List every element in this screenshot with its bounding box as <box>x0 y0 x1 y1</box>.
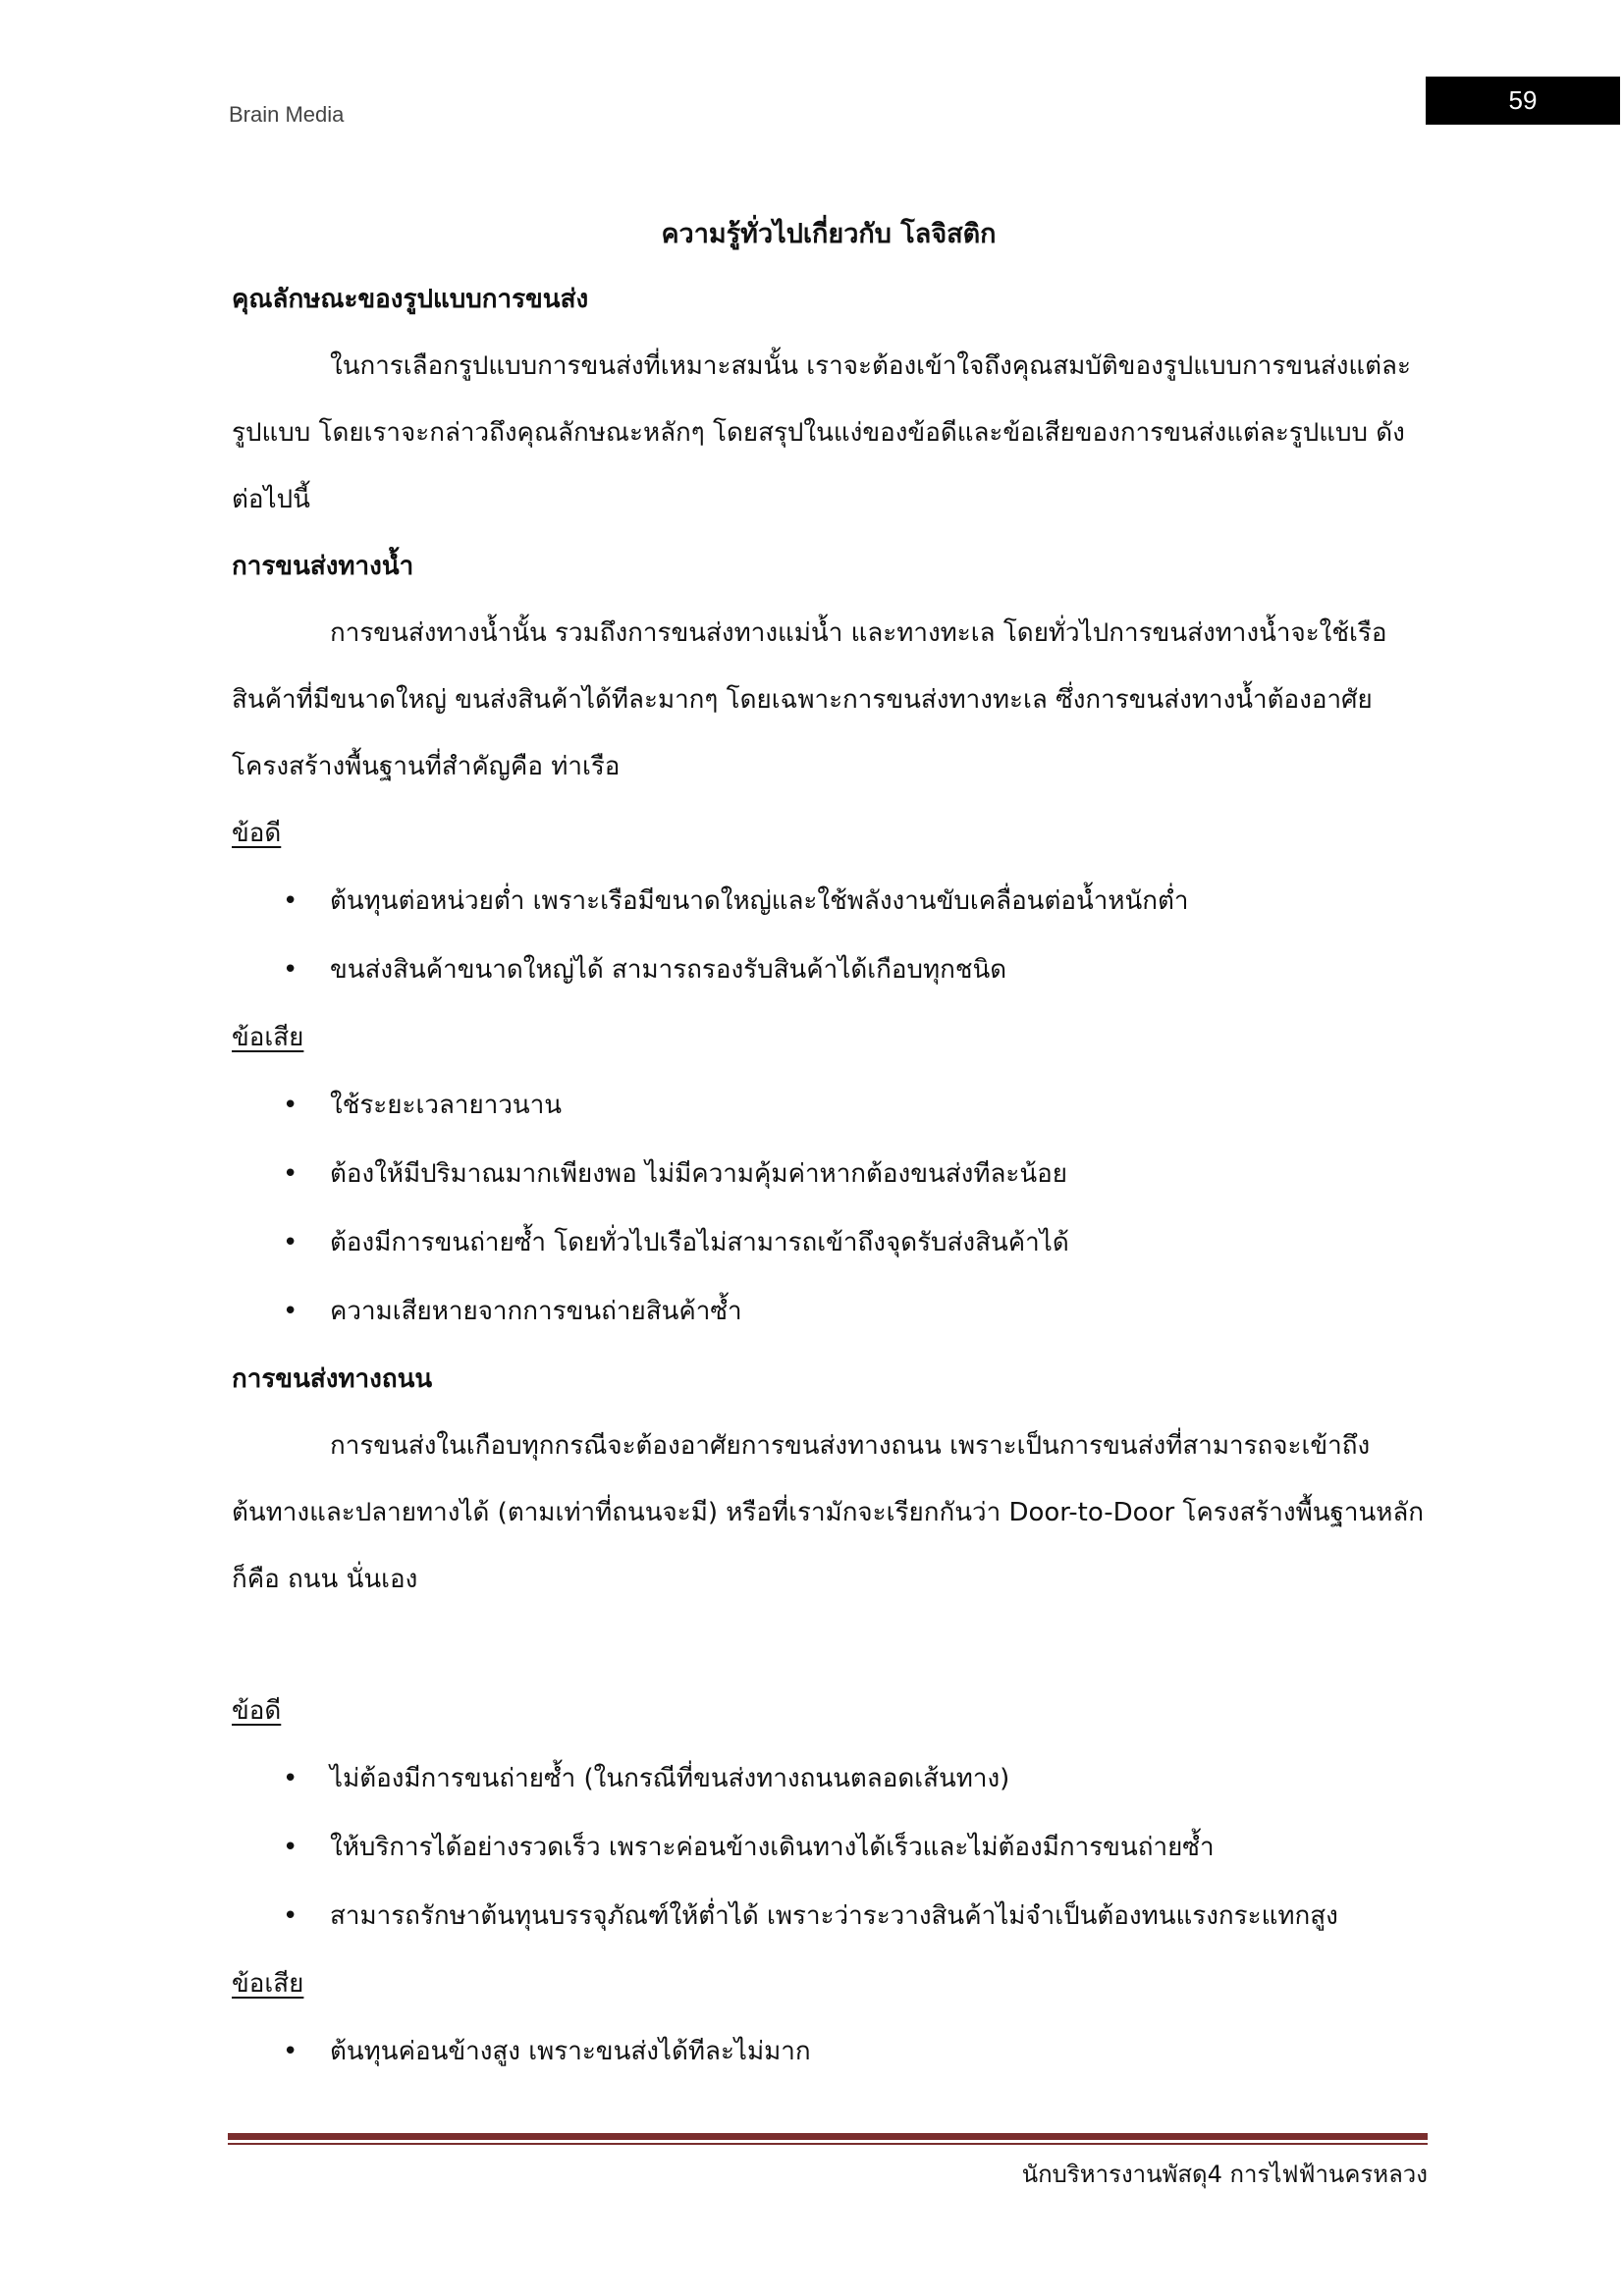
list-item <box>232 1744 1426 1813</box>
list-item <box>232 867 1426 935</box>
road-transport-heading: การขนส่งทางถนน <box>232 1364 433 1394</box>
water-cons-list <box>232 1071 1426 1346</box>
water-pros-label: ข้อดี <box>232 819 282 848</box>
section-heading: คุณลักษณะของรูปแบบการขนส่ง <box>232 285 589 314</box>
list-item <box>232 1140 1426 1208</box>
footer-text: นักบริหารงานพัสดุ4 การไฟฟ้านครหลวง <box>1021 2161 1428 2188</box>
document-title: ความรู้ทั่วไปเกี่ยวกับ โลจิสติก <box>661 219 997 249</box>
bullet-icon: • <box>283 2037 298 2066</box>
intro-paragraph: ในการเลือกรูปแบบการขนส่งที่เหมาะสมนั้น เราจะต้องเข้าใจถึงคุณสมบัติของรูปแบบการขนส่งแต่ละรูปแบบ โดยเราจะกล่าวถึงคุณลักษณะหลักๆ โดยสรุปในแง่ของข้อดีและข้อเสียของการขนส่งแต่ละรูปแบบ ดังต่อไปนี้ <box>232 351 1411 514</box>
bullet-icon: • <box>283 886 298 916</box>
list-item-text: ต้นทุนค่อนข้างสูง เพราะขนส่งได้ทีละไม่มาก <box>330 2037 811 2066</box>
water-cons-label: ข้อเสีย <box>232 1023 304 1052</box>
header-brand: Brain Media <box>229 102 345 127</box>
road-pros-label: ข้อดี <box>232 1696 282 1726</box>
list-item-text: ไม่ต้องมีการขนถ่ายซ้ำ (ในกรณีที่ขนส่งทางถนนตลอดเส้นทาง) <box>330 1764 1010 1793</box>
list-item <box>232 1071 1426 1140</box>
road-transport-paragraph: การขนส่งในเกือบทุกกรณีจะต้องอาศัยการขนส่งทางถนน เพราะเป็นการขนส่งที่สามารถจะเข้าถึงต้นทางและปลายทางได้ (ตามเท่าที่ถนนจะมี) หรือที่เรามักจะเรียกกันว่า Door-to-Door โครงสร้างพื้นฐานหลักก็คือ ถนน นั่นเอง <box>232 1431 1425 1594</box>
list-item <box>232 1813 1426 1882</box>
list-item <box>232 1882 1426 1950</box>
list-item-text: ใช้ระยะเวลายาวนาน <box>330 1091 563 1120</box>
bullet-icon: • <box>283 955 298 985</box>
footer-divider-thin <box>228 2143 1428 2145</box>
list-item-text: ขนส่งสินค้าขนาดใหญ่ได้ สามารถรองรับสินค้าได้เกือบทุกชนิด <box>330 955 1007 985</box>
bullet-icon: • <box>283 1228 298 1257</box>
road-pros-list <box>232 1744 1426 1950</box>
page-number: 59 <box>1508 85 1538 115</box>
bullet-icon: • <box>283 1091 298 1120</box>
list-item <box>232 2017 1426 2086</box>
bullet-icon: • <box>283 1833 298 1862</box>
footer-divider <box>228 2133 1428 2140</box>
water-pros-list <box>232 867 1426 1004</box>
list-item-text: ให้บริการได้อย่างรวดเร็ว เพราะค่อนข้างเดินทางได้เร็วและไม่ต้องมีการขนถ่ายซ้ำ <box>330 1833 1215 1862</box>
list-item <box>232 1277 1426 1346</box>
road-cons-label: ข้อเสีย <box>232 1969 304 1999</box>
list-item-text: ต้องให้มีปริมาณมากเพียงพอ ไม่มีความคุ้มค่าหากต้องขนส่งทีละน้อย <box>330 1159 1068 1189</box>
list-item-text: ต้องมีการขนถ่ายซ้ำ โดยทั่วไปเรือไม่สามารถเข้าถึงจุดรับส่งสินค้าได้ <box>330 1228 1069 1257</box>
list-item <box>232 1208 1426 1277</box>
list-item-text: ความเสียหายจากการขนถ่ายสินค้าซ้ำ <box>330 1297 742 1326</box>
page-number-badge <box>1426 77 1620 125</box>
blank-line <box>232 1613 1426 1678</box>
water-transport-heading: การขนส่งทางน้ำ <box>232 552 414 581</box>
list-item <box>232 935 1426 1004</box>
list-item-text: ต้นทุนต่อหน่วยต่ำ เพราะเรือมีขนาดใหญ่และใช้พลังงานขับเคลื่อนต่อน้ำหนักต่ำ <box>330 886 1189 916</box>
road-cons-list <box>232 2017 1426 2086</box>
bullet-icon: • <box>283 1297 298 1326</box>
bullet-icon: • <box>283 1901 298 1931</box>
water-transport-paragraph: การขนส่งทางน้ำนั้น รวมถึงการขนส่งทางแม่น้ำ และทางทะเล โดยทั่วไปการขนส่งทางน้ำจะใช้เรือสินค้าที่มีขนาดใหญ่ ขนส่งสินค้าได้ทีละมากๆ โดยเฉพาะการขนส่งทางทะเล ซึ่งการขนส่งทางน้ำต้องอาศัยโครงสร้างพื้นฐานที่สำคัญคือ ท่าเรือ <box>232 618 1387 781</box>
list-item-text: สามารถรักษาต้นทุนบรรจุภัณฑ์ให้ต่ำได้ เพราะว่าระวางสินค้าไม่จำเป็นต้องทนแรงกระแทกสูง <box>330 1901 1338 1931</box>
bullet-icon: • <box>283 1159 298 1189</box>
document-body <box>232 201 1426 2086</box>
bullet-icon: • <box>283 1764 298 1793</box>
